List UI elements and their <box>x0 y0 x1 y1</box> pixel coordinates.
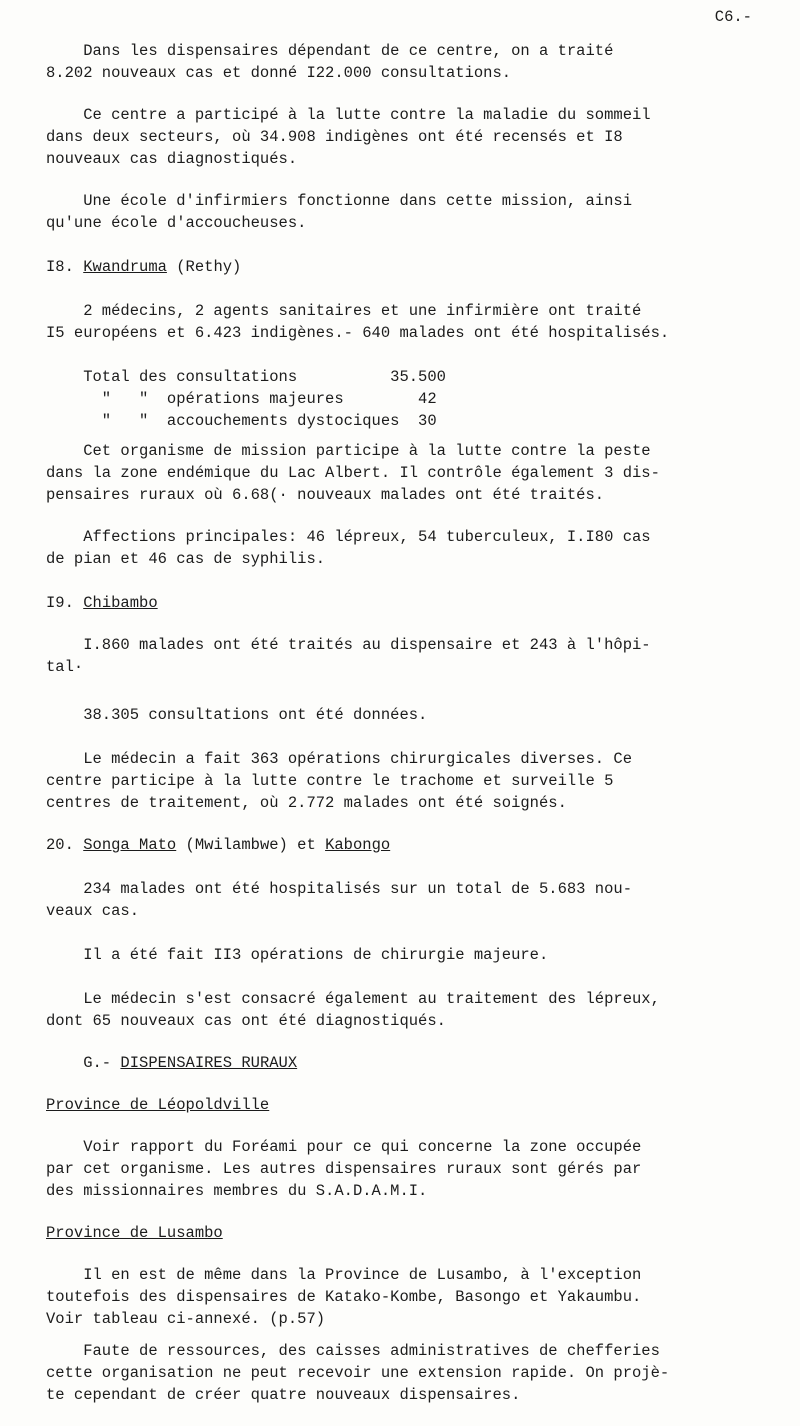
text-line: centre participe à la lutte contre le trachome et surveille 5 <box>46 772 614 790</box>
section-number: 20. <box>46 836 84 854</box>
text-line: pensaires ruraux où 6.68(· nouveaux malades ont été traités. <box>46 486 605 504</box>
paragraph-faute-ressources <box>46 1340 772 1406</box>
text-line: 38.305 consultations ont été données. <box>46 706 428 724</box>
text-line: Il en est de même dans la Province de Lusambo, à l'exception <box>46 1266 642 1284</box>
text-line: Affections principales: 46 lépreux, 54 tuberculeux, I.I80 cas <box>46 528 651 546</box>
text-line: Il a été fait II3 opérations de chirurgie majeure. <box>46 946 549 964</box>
text-line: Faute de ressources, des caisses administratives de chefferies <box>46 1342 660 1360</box>
text-line: toutefois des dispensaires de Katako-Kombe, Basongo et Yakaumbu. <box>46 1288 642 1306</box>
text-line: nouveaux cas diagnostiqués. <box>46 150 298 168</box>
section-subtitle: (Rethy) <box>166 258 242 276</box>
section-subtitle: (Mwilambwe) et <box>176 836 326 854</box>
text-line: tal· <box>46 658 84 676</box>
paragraph-songa-hospitalises <box>46 878 772 922</box>
text-line: par cet organisme. Les autres dispensaires ruraux sont gérés par <box>46 1160 642 1178</box>
text-line: de pian et 46 cas de syphilis. <box>46 550 326 568</box>
province-heading-leopoldville <box>46 1094 772 1116</box>
province-title: Province de Lusambo <box>46 1224 223 1242</box>
totals-table <box>46 366 772 432</box>
text-line: Voir rapport du Foréami pour ce qui concerne la zone occupée <box>46 1138 642 1156</box>
text-line: qu'une école d'accoucheuses. <box>46 214 307 232</box>
totals-row: " " accouchements dystociques 30 <box>46 412 437 430</box>
text-line: dans la zone endémique du Lac Albert. Il contrôle également 3 dis- <box>46 464 660 482</box>
text-line: te cependant de créer quatre nouveaux dispensaires. <box>46 1386 521 1404</box>
text-line: I.860 malades ont été traités au dispensaire et 243 à l'hôpi- <box>46 636 651 654</box>
paragraph-chirurgie-majeure <box>46 944 772 966</box>
paragraph-foreami <box>46 1136 772 1202</box>
paragraph-lusambo-exception <box>46 1264 772 1330</box>
text-line: Le médecin a fait 363 opérations chirurgicales diverses. Ce <box>46 750 632 768</box>
paragraph-lutte-peste <box>46 440 772 506</box>
paragraph-dispensaires-centre <box>46 40 772 84</box>
section-number: I8. <box>46 258 84 276</box>
paragraph-maladie-sommeil <box>46 104 772 170</box>
text-line: Voir tableau ci-annexé. (p.57) <box>46 1310 326 1328</box>
section-heading-g <box>46 1052 772 1074</box>
paragraph-consultations <box>46 704 772 726</box>
totals-row: Total des consultations 35.500 <box>46 368 446 386</box>
text-line: veaux cas. <box>46 902 140 920</box>
text-line: Dans les dispensaires dépendant de ce centre, on a traité <box>46 42 614 60</box>
section-heading-18 <box>46 256 772 278</box>
paragraph-ecole-infirmiers <box>46 190 772 234</box>
text-line: Le médecin s'est consacré également au traitement des lépreux, <box>46 990 660 1008</box>
section-title: DISPENSAIRES RURAUX <box>120 1054 298 1072</box>
text-line: 8.202 nouveaux cas et donné I22.000 consultations. <box>46 64 512 82</box>
paragraph-chibambo-malades <box>46 634 772 678</box>
text-line: Cet organisme de mission participe à la lutte contre la peste <box>46 442 651 460</box>
section-place-name: Chibambo <box>83 594 158 612</box>
section-place-name: Songa Mato <box>83 836 177 854</box>
text-line: des missionnaires membres du S.A.D.A.M.I. <box>46 1182 428 1200</box>
paragraph-affections <box>46 526 772 570</box>
text-line: cette organisation ne peut recevoir une extension rapide. On projè- <box>46 1364 670 1382</box>
section-place-name: Kwandruma <box>83 258 167 276</box>
totals-row: " " opérations majeures 42 <box>46 390 437 408</box>
section-place-name-2: Kabongo <box>325 836 391 854</box>
paragraph-kwandruma-staff <box>46 300 772 344</box>
section-number: I9. <box>46 594 84 612</box>
page-number: C6.- <box>714 8 752 26</box>
province-heading-lusambo <box>46 1222 772 1244</box>
section-prefix: G.- <box>46 1054 121 1072</box>
province-title: Province de Léopoldville <box>46 1096 270 1114</box>
text-line: dans deux secteurs, où 34.908 indigènes ont été recensés et I8 <box>46 128 623 146</box>
paragraph-operations-trachome <box>46 748 772 814</box>
text-line: 2 médecins, 2 agents sanitaires et une infirmière ont traité <box>46 302 642 320</box>
section-heading-19 <box>46 592 772 614</box>
text-line: dont 65 nouveaux cas ont été diagnostiqués. <box>46 1012 446 1030</box>
text-line: I5 européens et 6.423 indigènes.- 640 malades ont été hospitalisés. <box>46 324 670 342</box>
text-line: centres de traitement, où 2.772 malades ont été soignés. <box>46 794 567 812</box>
text-line: 234 malades ont été hospitalisés sur un total de 5.683 nou- <box>46 880 632 898</box>
paragraph-lepreux <box>46 988 772 1032</box>
section-heading-20 <box>46 834 772 856</box>
text-line: Ce centre a participé à la lutte contre la maladie du sommeil <box>46 106 651 124</box>
text-line: Une école d'infirmiers fonctionne dans cette mission, ainsi <box>46 192 632 210</box>
